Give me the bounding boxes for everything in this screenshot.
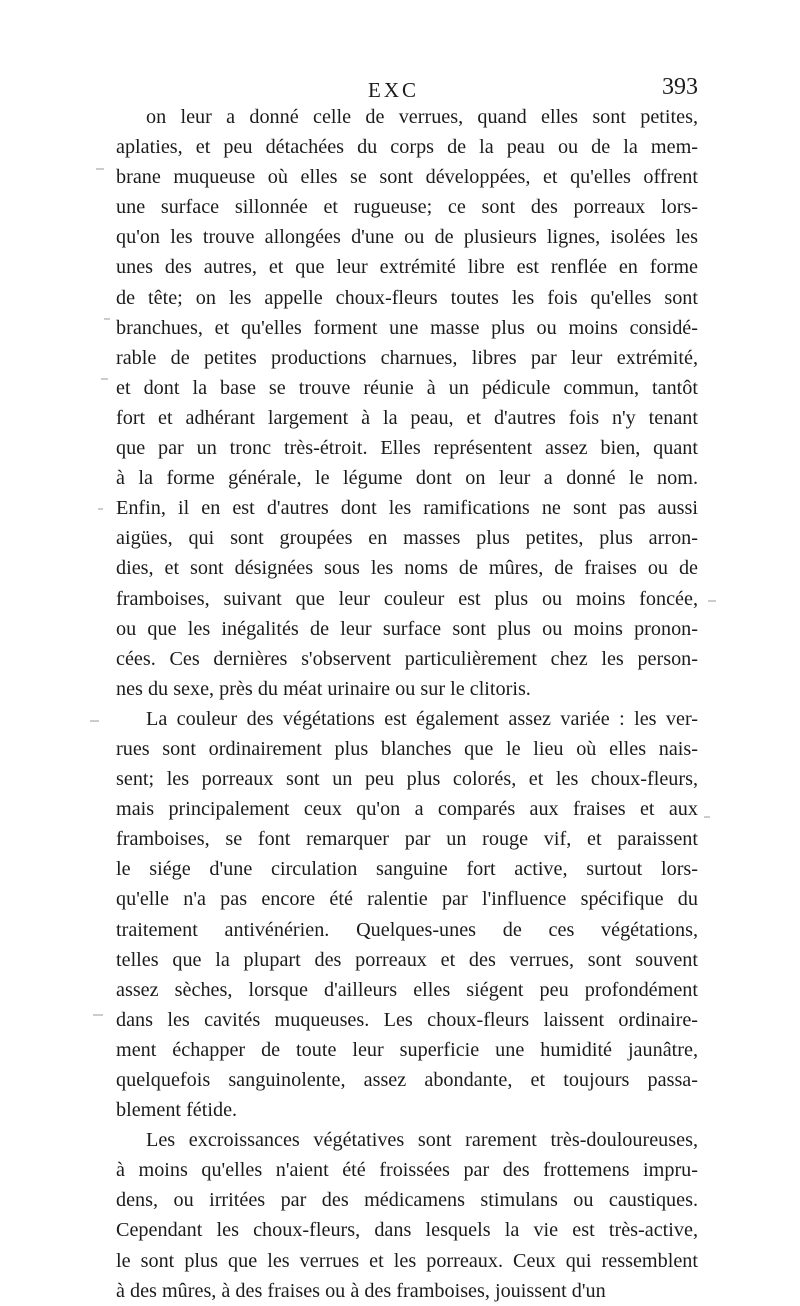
page-number: 393: [662, 74, 698, 100]
text-line: brane muqueuse où elles se sont développées, et qu'elles offrent: [116, 166, 698, 189]
text-line: ment échapper de toute leur superficie une humidité jaunâtre,: [116, 1038, 698, 1061]
text-line: à la forme générale, le légume dont on leur a donné le nom.: [116, 467, 698, 490]
text-line: La couleur des végétations est également assez variée : les ver-: [146, 707, 698, 730]
text-line: Enfin, il en est d'autres dont les ramifications ne sont pas aussi: [116, 497, 698, 520]
text-line: assez sèches, lorsque d'ailleurs elles siégent peu profondément: [116, 978, 698, 1001]
text-line: qu'on les trouve allongées d'une ou de plusieurs lignes, isolées les: [116, 226, 698, 249]
text-line: nes du sexe, près du méat urinaire ou sur le clitoris.: [116, 677, 531, 700]
text-line: dies, et sont désignées sous les noms de mûres, de fraises ou de: [116, 557, 698, 580]
text-line: et dont la base se trouve réunie à un pédicule commun, tantôt: [116, 376, 698, 399]
margin-speck: [96, 168, 104, 170]
body-text: [116, 102, 698, 1306]
text-line: de tête; on les appelle choux-fleurs toutes les fois qu'elles sont: [116, 286, 698, 309]
text-line: quelquefois sanguinolente, assez abondante, et toujours passa-: [116, 1069, 698, 1091]
text-line: le sont plus que les verrues et les porreaux. Ceux qui ressemblent: [116, 1249, 698, 1272]
running-head: [116, 74, 698, 104]
text-line: Les excroissances végétatives sont rarement très-douloureuses,: [146, 1129, 698, 1152]
margin-speck: [104, 318, 110, 320]
margin-speck: [93, 1014, 103, 1016]
text-line: mais principalement ceux qu'on a comparés aux fraises et aux: [116, 798, 698, 821]
text-line: une surface sillonnée et rugueuse; ce sont des porreaux lors-: [116, 196, 698, 219]
text-line: traitement antivénérien. Quelques-unes de ces végétations,: [116, 918, 698, 941]
text-line: on leur a donné celle de verrues, quand elles sont petites,: [146, 106, 698, 128]
text-line: cées. Ces dernières s'observent particulièrement chez les person-: [116, 647, 698, 670]
margin-speck: [708, 600, 716, 602]
margin-speck: [98, 508, 103, 510]
paragraph: [116, 704, 698, 1125]
text-line: dans les cavités muqueuses. Les choux-fleurs laissent ordinaire-: [116, 1008, 698, 1031]
paragraph: [116, 102, 698, 704]
text-line: rues sont ordinairement plus blanches que le lieu où elles nais-: [116, 737, 698, 760]
text-line: sent; les porreaux sont un peu plus colorés, et les choux-fleurs,: [116, 768, 698, 791]
paragraph: [116, 1125, 698, 1306]
text-line: dens, ou irritées par des médicamens stimulans ou caustiques.: [116, 1189, 698, 1212]
text-line: branchues, et qu'elles forment une masse plus ou moins considé-: [116, 316, 698, 339]
margin-speck: [90, 720, 99, 722]
text-line: que par un tronc très-étroit. Elles représentent assez bien, quant: [116, 437, 698, 460]
text-line: aplaties, et peu détachées du corps de la peau ou de la mem-: [116, 136, 698, 159]
text-line: rable de petites productions charnues, libres par leur extrémité,: [116, 346, 698, 369]
text-line: le siége d'une circulation sanguine fort active, surtout lors-: [116, 858, 698, 881]
text-line: unes des autres, et que leur extrémité libre est renflée en forme: [116, 256, 698, 279]
text-line: ou que les inégalités de leur surface sont plus ou moins pronon-: [116, 617, 698, 640]
text-line: à des mûres, à des fraises ou à des framboises, jouissent d'un: [116, 1279, 606, 1302]
running-head-title: EXC: [368, 78, 419, 102]
text-line: qu'elle n'a pas encore été ralentie par l'influence spécifique du: [116, 888, 698, 911]
text-line: blement fétide.: [116, 1099, 238, 1122]
margin-speck: [101, 378, 108, 380]
text-line: aigües, qui sont groupées en masses plus petites, plus arron-: [116, 527, 698, 550]
text-line: à moins qu'elles n'aient été froissées par des frottemens impru-: [116, 1159, 698, 1182]
margin-speck: [704, 816, 710, 818]
text-line: fort et adhérant largement à la peau, et d'autres fois n'y tenant: [116, 406, 698, 429]
text-line: framboises, se font remarquer par un rouge vif, et paraissent: [116, 828, 698, 851]
text-line: framboises, suivant que leur couleur est plus ou moins foncée,: [116, 587, 698, 610]
text-line: Cependant les choux-fleurs, dans lesquels la vie est très-active,: [116, 1219, 698, 1242]
text-line: telles que la plupart des porreaux et des verrues, sont souvent: [116, 948, 698, 971]
